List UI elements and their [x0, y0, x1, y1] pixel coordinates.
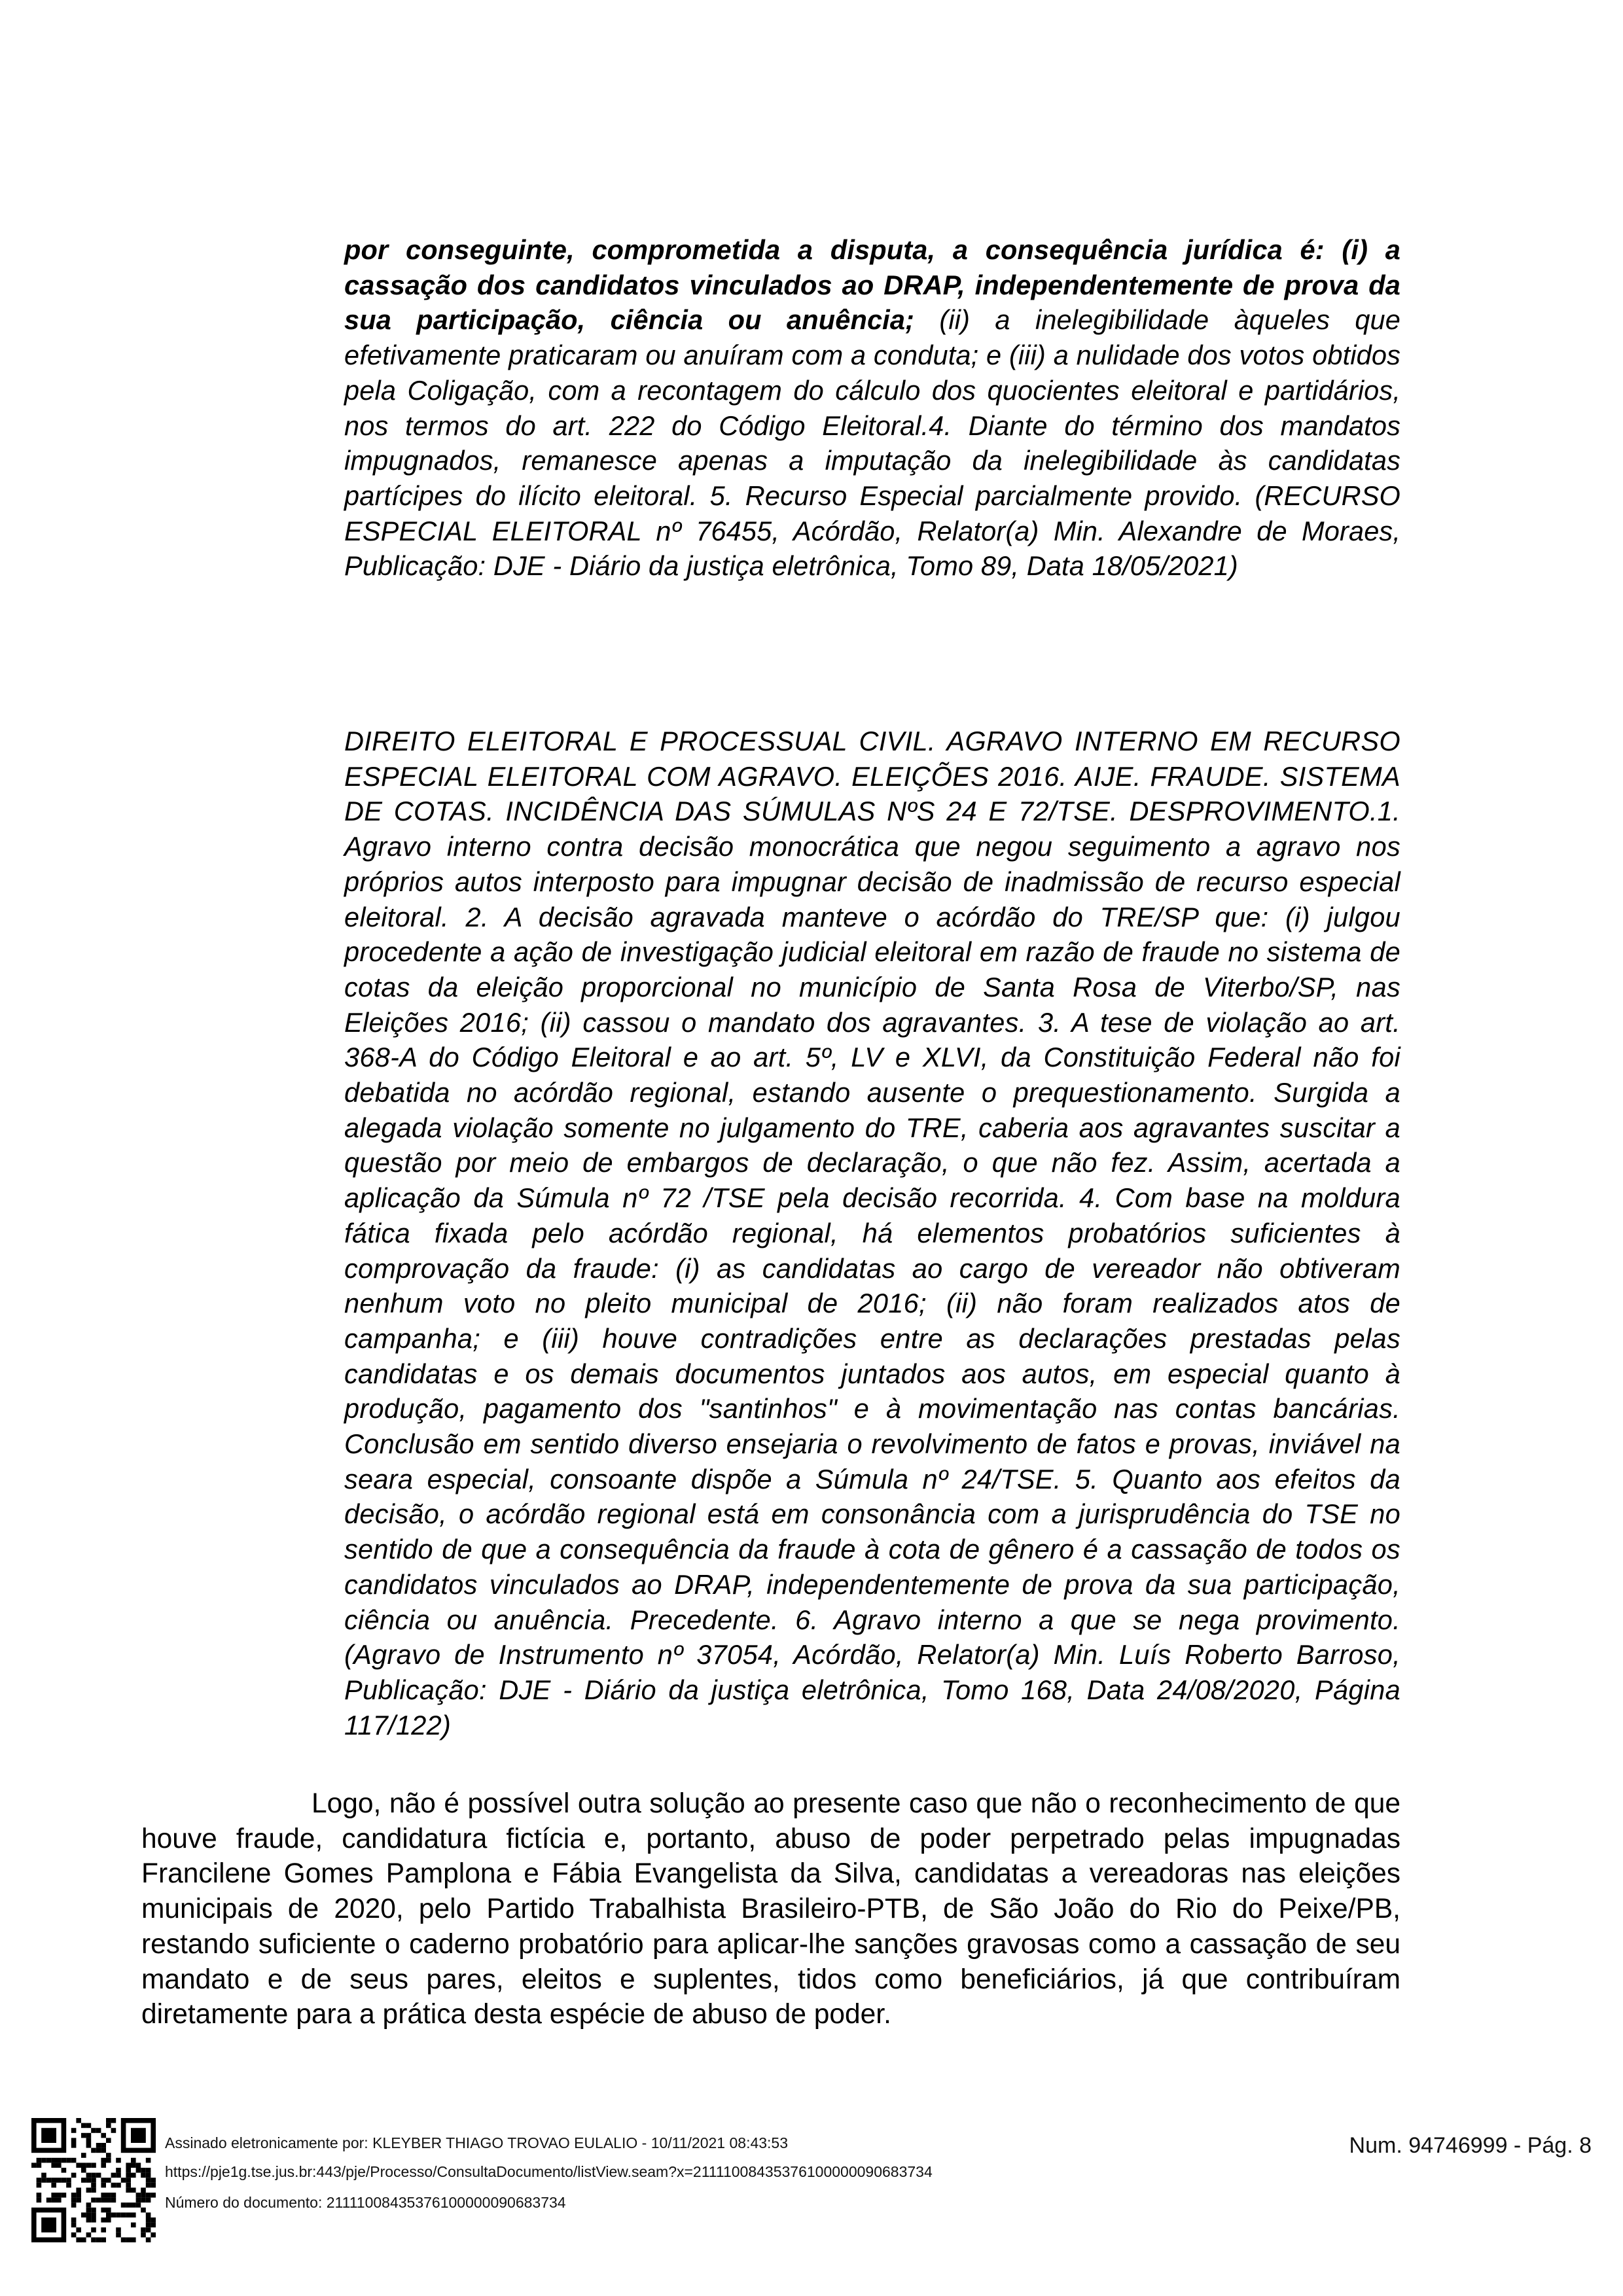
citation-quote-2: [344, 724, 1400, 1742]
quote-1-text: (ii) a inelegibilidade àqueles que efetivamente praticaram ou anuíram com a conduta; e (iii) a nulidade dos votos obtidos pela Coligação, com a recontagem do cálculo dos quocientes eleitoral e partidários, nos termos do art. 222 do Código Eleitoral.4. Diante do término dos mandatos impugnados, remanesce apenas a imputação da inelegibilidade às candidatas partícipes do ilícito eleitoral. 5. Recurso Especial parcialmente provido. (RECURSO ESPECIAL ELEITORAL nº 76455, Acórdão, Relator(a) Min. Alexandre de Moraes, Publicação: DJE - Diário da justiça eletrônica, Tomo 89, Data 18/05/2021): [344, 304, 1401, 582]
citation-quote-1: [344, 232, 1400, 584]
footer-document-number: Número do documento: 21111008435376100000090683734: [165, 2194, 566, 2211]
body-paragraph-text: Logo, não é possível outra solução ao presente caso que não o reconhecimento de que houve fraude, candidatura fictícia e, portanto, abuso de poder perpetrado pelas impugnadas Francilene Gomes Pamplona e Fábia Evangelista da Silva, candidatas a vereadoras nas eleições municipais de 2020, pelo Partido Trabalhista Brasileiro-PTB, de São João do Rio do Peixe/PB, restando suficiente o caderno probatório para aplicar-lhe sanções gravosas como a cassação de seu mandato e de seus pares, eleitos e suplentes, tidos como beneficiários, já que contribuíram diretamente para a prática desta espécie de abuso de poder.: [141, 1788, 1400, 2030]
qr-code-icon: [31, 2118, 156, 2242]
quote-2-text: DIREITO ELEITORAL E PROCESSUAL CIVIL. AGRAVO INTERNO EM RECURSO ESPECIAL ELEITORAL COM AGRAVO. ELEIÇÕES 2016. AIJE. FRAUDE. SISTEMA DE COTAS. INCIDÊNCIA DAS SÚMULAS NºS 24 E 72/TSE. DESPROVIMENTO.1. Agravo interno contra decisão monocrática que negou seguimento a agravo nos próprios autos interposto para impugnar decisão de inadmissão de recurso especial eleitoral. 2. A decisão agravada manteve o acórdão do TRE/SP que: (i) julgou procedente a ação de investigação judicial eleitoral em razão de fraude no sistema de cotas da eleição proporcional no município de Santa Rosa de Viterbo/SP, nas Eleições 2016; (ii) cassou o mandato dos agravantes. 3. A tese de violação ao art. 368-A do Código Eleitoral e ao art. 5º, LV e XLVI, da Constituição Federal não foi debatida no acórdão regional, estando ausente o prequestionamento. Surgida a alegada violação somente no julgamento do TRE, caberia aos agravantes suscitar a questão por meio de embargos de declaração, o que não fez. Assim, acertada a aplicação da Súmula nº 72 /TSE pela decisão recorrida. 4. Com base na moldura fática fixada pelo acórdão regional, há elementos probatórios suficientes à comprovação da fraude: (i) as candidatas ao cargo de vereador não obtiveram nenhum voto no pleito municipal de 2016; (ii) não foram realizados atos de campanha; e (iii) houve contradições entre as declarações prestadas pelas candidatas e os demais documentos juntados aos autos, em especial quanto à produção, pagamento dos "santinhos" e à movimentação nas contas bancárias. Conclusão em sentido diverso ensejaria o revolvimento de fatos e provas, inviável na seara especial, consoante dispõe a Súmula nº 24/TSE. 5. Quanto aos efeitos da decisão, o acórdão regional está em consonância com a jurisprudência do TSE no sentido de que a consequência da fraude à cota de gênero é a cassação de todos os candidatos vinculados ao DRAP, independentemente de prova da sua participação, ciência ou anuência. Precedente. 6. Agravo interno a que se nega provimento. (Agravo de Instrumento nº 37054, Acórdão, Relator(a) Min. Luís Roberto Barroso, Publicação: DJE - Diário da justiça eletrônica, Tomo 168, Data 24/08/2020, Página 117/122): [344, 726, 1400, 1740]
quote-1-bold-text: por conseguinte, comprometida a disputa, a consequência jurídica é: (i) a cassação dos candidatos vinculados ao DRAP, independentemente de prova da sua participação, ciência ou anuência;: [344, 234, 1400, 336]
page-number: Num. 94746999 - Pág. 8: [1349, 2133, 1592, 2158]
body-paragraph: [141, 1786, 1400, 2032]
footer-signature: Assinado eletronicamente por: KLEYBER THIAGO TROVAO EULALIO - 10/11/2021 08:43:53: [165, 2134, 789, 2151]
footer-url-link[interactable]: https://pje1g.tse.jus.br:443/pje/Processo/ConsultaDocumento/listView.seam?x=21111008435376100000090683734: [165, 2163, 933, 2180]
